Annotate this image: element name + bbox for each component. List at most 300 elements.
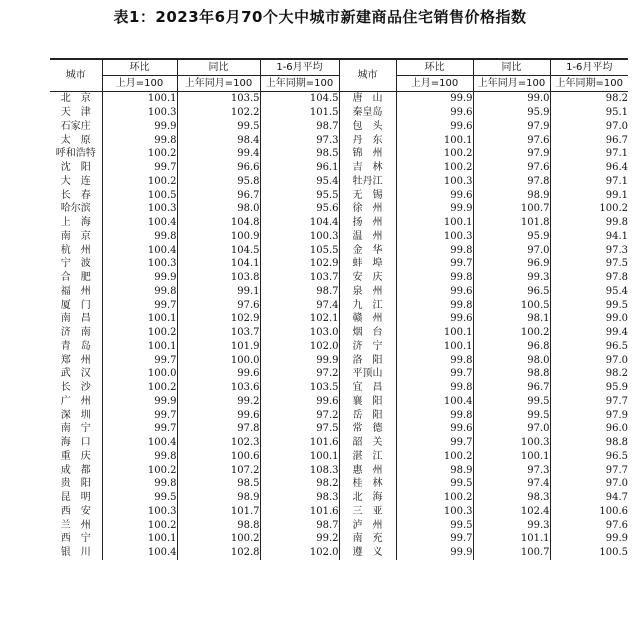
table-row — [50, 147, 628, 161]
table-row — [50, 216, 628, 230]
header-huanbi-sub-left: 上月=100 — [102, 76, 177, 92]
tongbi-left: 103.6 — [177, 381, 260, 395]
tongbi-right: 98.1 — [473, 312, 550, 326]
avg-left: 97.5 — [260, 422, 339, 436]
huanbi-right: 99.7 — [396, 436, 473, 450]
huanbi-left: 99.8 — [102, 133, 177, 147]
city-name-left: 银 川 — [60, 547, 91, 559]
tongbi-right: 100.3 — [473, 436, 550, 450]
city-name-right: 泸 州 — [339, 518, 396, 532]
tongbi-left: 101.9 — [177, 340, 260, 354]
tongbi-left: 99.1 — [177, 285, 260, 299]
tongbi-left: 99.6 — [177, 408, 260, 422]
city-name-right: 徐 州 — [339, 202, 396, 216]
avg-right: 97.5 — [550, 257, 628, 271]
header-row-1 — [50, 59, 628, 76]
tongbi-right: 101.1 — [473, 532, 550, 546]
avg-right: 99.4 — [550, 326, 628, 340]
huanbi-left: 100.2 — [102, 463, 177, 477]
avg-right: 97.1 — [550, 175, 628, 189]
city-name-left: 重 庆 — [60, 450, 91, 462]
huanbi-right: 100.3 — [396, 175, 473, 189]
avg-right: 96.4 — [550, 161, 628, 175]
city-name-right: 丹 东 — [339, 133, 396, 147]
huanbi-left: 99.7 — [102, 298, 177, 312]
city-name-left: 南 昌 — [60, 313, 91, 325]
city-name-left: 广 州 — [60, 395, 91, 407]
huanbi-right: 99.7 — [396, 367, 473, 381]
tongbi-right: 99.5 — [473, 408, 550, 422]
city-name-left: 呼和浩特 — [55, 148, 96, 160]
huanbi-right: 99.7 — [396, 532, 473, 546]
tongbi-right: 100.7 — [473, 202, 550, 216]
avg-right: 98.2 — [550, 92, 628, 106]
city-name-right: 唐 山 — [339, 92, 396, 106]
table-row — [50, 188, 628, 202]
city-name-left: 合 肥 — [60, 272, 91, 284]
huanbi-right: 99.9 — [396, 546, 473, 560]
huanbi-left: 99.8 — [102, 230, 177, 244]
tongbi-right: 99.3 — [473, 271, 550, 285]
price-index-table — [50, 58, 628, 560]
table-row — [50, 450, 628, 464]
city-name-left: 西 宁 — [60, 533, 91, 545]
huanbi-right: 98.9 — [396, 463, 473, 477]
tongbi-right: 100.7 — [473, 546, 550, 560]
table-row — [50, 353, 628, 367]
tongbi-right: 96.8 — [473, 340, 550, 354]
avg-left: 108.3 — [260, 463, 339, 477]
avg-right: 94.1 — [550, 230, 628, 244]
city-name-right: 蚌 埠 — [339, 257, 396, 271]
huanbi-left: 100.5 — [102, 188, 177, 202]
city-name-right: 扬 州 — [339, 216, 396, 230]
tongbi-right: 100.2 — [473, 326, 550, 340]
huanbi-right: 99.8 — [396, 298, 473, 312]
tongbi-left: 102.2 — [177, 106, 260, 120]
huanbi-right: 99.8 — [396, 353, 473, 367]
city-name-right: 三 亚 — [339, 505, 396, 519]
tongbi-left: 104.1 — [177, 257, 260, 271]
avg-left: 99.2 — [260, 532, 339, 546]
avg-left: 98.7 — [260, 518, 339, 532]
tongbi-left: 100.9 — [177, 230, 260, 244]
huanbi-right: 99.8 — [396, 381, 473, 395]
tongbi-right: 97.6 — [473, 133, 550, 147]
huanbi-right: 99.6 — [396, 188, 473, 202]
huanbi-left: 100.1 — [102, 312, 177, 326]
table-row — [50, 546, 628, 560]
huanbi-right: 99.6 — [396, 422, 473, 436]
table-row — [50, 436, 628, 450]
tongbi-right: 100.1 — [473, 450, 550, 464]
tongbi-right: 97.9 — [473, 120, 550, 134]
huanbi-left: 100.4 — [102, 243, 177, 257]
table-row — [50, 326, 628, 340]
huanbi-right: 99.9 — [396, 92, 473, 106]
city-name-right: 无 锡 — [339, 188, 396, 202]
table-title: 表1：2023年6月70个大中城市新建商品住宅销售价格指数 — [113, 8, 527, 26]
huanbi-left: 99.7 — [102, 161, 177, 175]
huanbi-right: 100.1 — [396, 133, 473, 147]
city-name-left: 上 海 — [60, 217, 91, 229]
huanbi-left: 100.2 — [102, 381, 177, 395]
huanbi-left: 99.9 — [102, 395, 177, 409]
avg-right: 99.8 — [550, 216, 628, 230]
huanbi-right: 100.2 — [396, 161, 473, 175]
tongbi-left: 104.5 — [177, 243, 260, 257]
city-name-left: 长 春 — [60, 189, 91, 201]
tongbi-left: 99.6 — [177, 367, 260, 381]
table-row — [50, 505, 628, 519]
huanbi-right: 99.9 — [396, 202, 473, 216]
tongbi-right: 102.4 — [473, 505, 550, 519]
huanbi-left: 99.7 — [102, 353, 177, 367]
avg-left: 104.5 — [260, 92, 339, 106]
huanbi-left: 99.9 — [102, 120, 177, 134]
city-name-right: 九 江 — [339, 298, 396, 312]
avg-left: 103.5 — [260, 381, 339, 395]
city-name-right: 金 华 — [339, 243, 396, 257]
table-row — [50, 463, 628, 477]
avg-left: 95.5 — [260, 188, 339, 202]
city-name-right: 烟 台 — [339, 326, 396, 340]
city-name-left: 长 沙 — [60, 382, 91, 394]
avg-right: 99.5 — [550, 298, 628, 312]
header-huanbi-sub-right: 上月=100 — [396, 76, 473, 92]
tongbi-left: 100.6 — [177, 450, 260, 464]
city-name-right: 洛 阳 — [339, 353, 396, 367]
huanbi-left: 100.0 — [102, 367, 177, 381]
avg-left: 101.5 — [260, 106, 339, 120]
table-body — [50, 92, 628, 560]
huanbi-left: 99.7 — [102, 422, 177, 436]
city-name-left: 天 津 — [60, 107, 91, 119]
huanbi-left: 100.3 — [102, 202, 177, 216]
table-row — [50, 298, 628, 312]
avg-right: 97.0 — [550, 353, 628, 367]
tongbi-left: 102.3 — [177, 436, 260, 450]
city-name-right: 泉 州 — [339, 285, 396, 299]
avg-left: 100.1 — [260, 450, 339, 464]
huanbi-right: 100.3 — [396, 505, 473, 519]
header-tongbi-right: 同比 — [473, 59, 550, 76]
tongbi-left: 100.0 — [177, 353, 260, 367]
city-name-left: 兰 州 — [60, 519, 91, 531]
tongbi-right: 99.5 — [473, 395, 550, 409]
avg-left: 101.6 — [260, 436, 339, 450]
city-name-left: 宁 波 — [60, 258, 91, 270]
huanbi-left: 100.3 — [102, 505, 177, 519]
header-avg-sub-left: 上年同期=100 — [260, 76, 339, 92]
tongbi-right: 96.5 — [473, 285, 550, 299]
tongbi-left: 103.8 — [177, 271, 260, 285]
avg-left: 105.5 — [260, 243, 339, 257]
avg-right: 97.7 — [550, 395, 628, 409]
huanbi-left: 99.9 — [102, 271, 177, 285]
avg-right: 96.5 — [550, 450, 628, 464]
city-name-right: 包 头 — [339, 120, 396, 134]
avg-left: 98.7 — [260, 285, 339, 299]
huanbi-left: 100.3 — [102, 106, 177, 120]
avg-left: 102.0 — [260, 340, 339, 354]
tongbi-left: 98.0 — [177, 202, 260, 216]
avg-left: 97.2 — [260, 367, 339, 381]
tongbi-left: 102.9 — [177, 312, 260, 326]
table-row — [50, 202, 628, 216]
city-name-left: 哈尔滨 — [60, 203, 91, 215]
huanbi-right: 100.2 — [396, 147, 473, 161]
table-row — [50, 120, 628, 134]
table-row — [50, 477, 628, 491]
avg-right: 94.7 — [550, 491, 628, 505]
city-name-left: 北 京 — [60, 93, 91, 105]
huanbi-left: 100.2 — [102, 326, 177, 340]
avg-right: 97.7 — [550, 463, 628, 477]
table-row — [50, 161, 628, 175]
city-name-right: 桂 林 — [339, 477, 396, 491]
city-name-left: 大 连 — [60, 175, 91, 187]
tongbi-left: 99.2 — [177, 395, 260, 409]
city-name-left: 杭 州 — [60, 244, 91, 256]
avg-left: 99.9 — [260, 353, 339, 367]
tongbi-left: 102.8 — [177, 546, 260, 560]
table-row — [50, 312, 628, 326]
city-name-left: 武 汉 — [60, 368, 91, 380]
tongbi-left: 96.7 — [177, 188, 260, 202]
huanbi-right: 100.1 — [396, 340, 473, 354]
huanbi-right: 99.6 — [396, 312, 473, 326]
city-name-left: 深 圳 — [60, 409, 91, 421]
huanbi-left: 100.2 — [102, 518, 177, 532]
huanbi-right: 99.8 — [396, 408, 473, 422]
tongbi-right: 95.9 — [473, 230, 550, 244]
table-row — [50, 106, 628, 120]
avg-right: 97.3 — [550, 243, 628, 257]
tongbi-right: 97.6 — [473, 161, 550, 175]
city-name-left: 济 南 — [60, 327, 91, 339]
table-row — [50, 243, 628, 257]
avg-right: 95.1 — [550, 106, 628, 120]
avg-left: 97.4 — [260, 298, 339, 312]
city-name-right: 秦皇岛 — [339, 106, 396, 120]
huanbi-right: 100.1 — [396, 216, 473, 230]
header-avg-left: 1-6月平均 — [260, 59, 339, 76]
avg-right: 100.2 — [550, 202, 628, 216]
header-city-right: 城市 — [339, 59, 396, 92]
tongbi-right: 97.9 — [473, 147, 550, 161]
huanbi-left: 100.1 — [102, 532, 177, 546]
tongbi-right: 101.8 — [473, 216, 550, 230]
city-name-right: 吉 林 — [339, 161, 396, 175]
tongbi-left: 104.8 — [177, 216, 260, 230]
avg-right: 95.4 — [550, 285, 628, 299]
tongbi-left: 98.4 — [177, 133, 260, 147]
city-name-right: 安 庆 — [339, 271, 396, 285]
city-name-right: 锦 州 — [339, 147, 396, 161]
table-row — [50, 271, 628, 285]
huanbi-left: 100.4 — [102, 436, 177, 450]
avg-left: 95.6 — [260, 202, 339, 216]
city-name-right: 常 德 — [339, 422, 396, 436]
tongbi-left: 97.8 — [177, 422, 260, 436]
table-row — [50, 340, 628, 354]
tongbi-left: 99.4 — [177, 147, 260, 161]
huanbi-left: 100.1 — [102, 92, 177, 106]
huanbi-left: 100.1 — [102, 340, 177, 354]
header-tongbi-sub-right: 上年同月=100 — [473, 76, 550, 92]
city-name-right: 济 宁 — [339, 340, 396, 354]
city-name-left: 太 原 — [60, 134, 91, 146]
city-name-right: 宜 昌 — [339, 381, 396, 395]
table-row — [50, 257, 628, 271]
huanbi-left: 100.2 — [102, 175, 177, 189]
table-row — [50, 285, 628, 299]
tongbi-left: 96.6 — [177, 161, 260, 175]
tongbi-right: 97.3 — [473, 463, 550, 477]
huanbi-right: 99.8 — [396, 271, 473, 285]
tongbi-left: 98.8 — [177, 518, 260, 532]
huanbi-right: 100.2 — [396, 450, 473, 464]
city-name-left: 海 口 — [60, 437, 91, 449]
table-row — [50, 422, 628, 436]
tongbi-left: 100.2 — [177, 532, 260, 546]
avg-left: 103.0 — [260, 326, 339, 340]
tongbi-left: 103.7 — [177, 326, 260, 340]
avg-right: 95.9 — [550, 381, 628, 395]
avg-right: 100.6 — [550, 505, 628, 519]
huanbi-left: 99.8 — [102, 285, 177, 299]
city-name-left: 成 都 — [60, 464, 91, 476]
table-row — [50, 133, 628, 147]
avg-right: 97.0 — [550, 477, 628, 491]
city-name-left: 石家庄 — [60, 120, 91, 132]
tongbi-left: 107.2 — [177, 463, 260, 477]
tongbi-right: 97.0 — [473, 243, 550, 257]
avg-left: 97.2 — [260, 408, 339, 422]
avg-right: 97.6 — [550, 518, 628, 532]
huanbi-right: 100.3 — [396, 230, 473, 244]
city-name-left: 沈 阳 — [60, 162, 91, 174]
table-row — [50, 92, 628, 106]
huanbi-right: 99.6 — [396, 106, 473, 120]
table-row — [50, 532, 628, 546]
table-row — [50, 518, 628, 532]
avg-right: 99.1 — [550, 188, 628, 202]
tongbi-left: 103.5 — [177, 92, 260, 106]
huanbi-left: 99.5 — [102, 491, 177, 505]
tongbi-left: 101.7 — [177, 505, 260, 519]
city-name-right: 湛 江 — [339, 450, 396, 464]
table-row — [50, 408, 628, 422]
avg-right: 97.0 — [550, 120, 628, 134]
huanbi-left: 100.3 — [102, 257, 177, 271]
city-name-right: 惠 州 — [339, 463, 396, 477]
avg-left: 100.3 — [260, 230, 339, 244]
avg-right: 97.8 — [550, 271, 628, 285]
avg-left: 102.1 — [260, 312, 339, 326]
tongbi-right: 96.9 — [473, 257, 550, 271]
avg-right: 97.9 — [550, 408, 628, 422]
city-name-left: 南 宁 — [60, 423, 91, 435]
city-name-left: 昆 明 — [60, 492, 91, 504]
tongbi-right: 97.4 — [473, 477, 550, 491]
city-name-left: 南 京 — [60, 230, 91, 242]
huanbi-left: 99.8 — [102, 450, 177, 464]
huanbi-left: 99.8 — [102, 477, 177, 491]
tongbi-right: 100.5 — [473, 298, 550, 312]
tongbi-right: 98.3 — [473, 491, 550, 505]
city-name-right: 赣 州 — [339, 312, 396, 326]
city-name-right: 遵 义 — [339, 546, 396, 560]
huanbi-right: 100.2 — [396, 491, 473, 505]
avg-left: 103.7 — [260, 271, 339, 285]
header-avg-right: 1-6月平均 — [550, 59, 628, 76]
tongbi-right: 99.0 — [473, 92, 550, 106]
city-name-right: 平顶山 — [339, 367, 396, 381]
table-row — [50, 395, 628, 409]
huanbi-left: 100.4 — [102, 546, 177, 560]
city-name-right: 北 海 — [339, 491, 396, 505]
header-city-left: 城市 — [50, 59, 102, 92]
avg-right: 96.5 — [550, 340, 628, 354]
header-tongbi-left: 同比 — [177, 59, 260, 76]
huanbi-right: 100.1 — [396, 326, 473, 340]
avg-right: 96.0 — [550, 422, 628, 436]
city-name-right: 岳 阳 — [339, 408, 396, 422]
tongbi-right: 98.8 — [473, 367, 550, 381]
header-avg-sub-right: 上年同期=100 — [550, 76, 628, 92]
tongbi-left: 98.5 — [177, 477, 260, 491]
tongbi-left: 99.5 — [177, 120, 260, 134]
tongbi-right: 95.9 — [473, 106, 550, 120]
header-huanbi-left: 环比 — [102, 59, 177, 76]
huanbi-right: 99.5 — [396, 477, 473, 491]
avg-right: 96.7 — [550, 133, 628, 147]
avg-right: 100.5 — [550, 546, 628, 560]
huanbi-left: 100.4 — [102, 216, 177, 230]
city-name-right: 南 充 — [339, 532, 396, 546]
huanbi-right: 99.6 — [396, 120, 473, 134]
city-name-left: 青 岛 — [60, 340, 91, 352]
city-name-right: 牡丹江 — [339, 175, 396, 189]
city-name-left: 贵 阳 — [60, 478, 91, 490]
avg-left: 97.3 — [260, 133, 339, 147]
table-row — [50, 491, 628, 505]
table-row — [50, 381, 628, 395]
city-name-right: 襄 阳 — [339, 395, 396, 409]
huanbi-right: 99.6 — [396, 285, 473, 299]
avg-left: 99.6 — [260, 395, 339, 409]
avg-left: 104.4 — [260, 216, 339, 230]
tongbi-right: 97.0 — [473, 422, 550, 436]
avg-left: 98.2 — [260, 477, 339, 491]
tongbi-left: 97.6 — [177, 298, 260, 312]
tongbi-right: 97.8 — [473, 175, 550, 189]
city-name-right: 韶 关 — [339, 436, 396, 450]
tongbi-right: 98.0 — [473, 353, 550, 367]
avg-right: 99.0 — [550, 312, 628, 326]
table-row — [50, 175, 628, 189]
tongbi-right: 99.3 — [473, 518, 550, 532]
avg-left: 98.5 — [260, 147, 339, 161]
huanbi-left: 99.7 — [102, 408, 177, 422]
city-name-left: 福 州 — [60, 285, 91, 297]
header-tongbi-sub-left: 上年同月=100 — [177, 76, 260, 92]
tongbi-right: 96.7 — [473, 381, 550, 395]
avg-right: 99.9 — [550, 532, 628, 546]
avg-left: 98.3 — [260, 491, 339, 505]
